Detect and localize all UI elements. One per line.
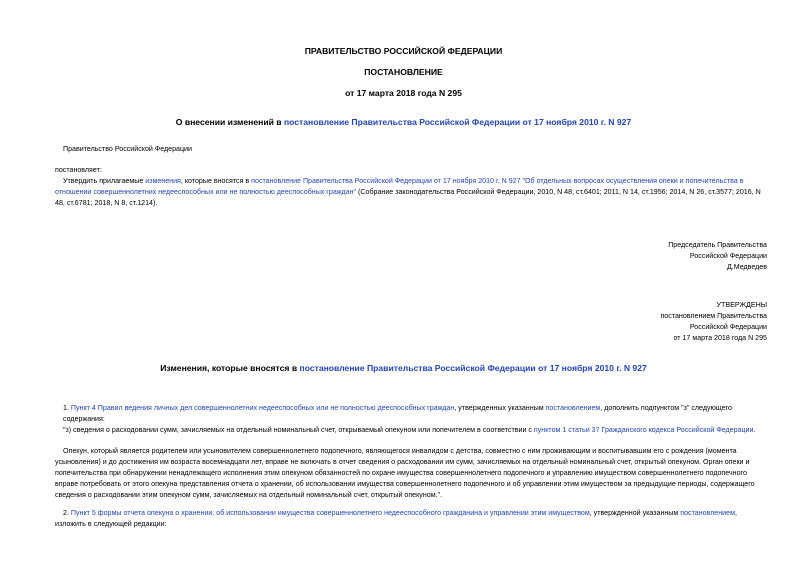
resolution-927-full-link[interactable]: постановление Правительства Российской Федерации от 17 ноября 2010 г. N 927 "Об отдельных вопросах осуществления опеки и попечительства в отношении совершеннолетних недееспособных или не полностью дееспособных граждан" <box>55 177 744 196</box>
document-title <box>0 117 807 127</box>
item-2-resolution-link[interactable]: постановлением <box>680 509 735 517</box>
signature-block <box>668 240 767 273</box>
signature-country: Российской Федерации <box>689 252 767 260</box>
changes-heading <box>0 363 807 373</box>
main-paragraph-text-2: , которые вносятся в <box>180 177 252 185</box>
item-2 <box>55 508 767 530</box>
main-paragraph-text-1: Утвердить прилагаемые <box>63 177 146 185</box>
civil-code-link[interactable]: пунктом 1 статьи 37 Гражданского кодекса Российской Федерации <box>533 426 754 434</box>
quote-2: Опекун, который является родителем или усыновителем совершеннолетнего подопечного, являющегося инвалидом с детства, совместно с ним проживающим и воспитывавшим его с рождения (момента усыновления) и до достижения им возраста восемнадцати лет, вправе не включать в отчет сведения о расходовании им сумм, зачисляемых на отдельный номинальный счет, открытый опекуном. Орган опеки и попечительства при обнаружении ненадлежащего исполнения этим опекуном обязанностей по охране имущества совершеннолетнего подопечного и управлению имуществом совершеннолетнего подопечного вправе потребовать от этого опекуна представления отчета о хранении, об использовании имущества совершеннолетнего подопечного и об управлении этим имуществом за предыдущие периоды, содержащего сведения о расходовании этим опекуном сумм, зачисляемых на отдельный номинальный счет, открытый опекуном.". <box>55 447 755 499</box>
item-1-text-1: , утвержденных указанным <box>454 404 546 412</box>
changes-heading-link[interactable]: постановление Правительства Российской Федерации от 17 ноября 2010 г. N 927 <box>299 363 647 373</box>
item-1-text-2: , дополнить подпунктом "з" следующего содержания: <box>63 404 732 423</box>
quote-1-text: "з) сведения о расходовании сумм, зачисляемых на отдельный номинальный счет, открываемый опекуном или попечителем в соответствии с <box>63 426 534 434</box>
preamble-government: Правительство Российской Федерации <box>63 145 192 153</box>
government-heading: ПРАВИТЕЛЬСТВО РОССИЙСКОЙ ФЕДЕРАЦИИ <box>304 46 503 56</box>
approval-line-2: постановлением Правительства <box>660 312 767 320</box>
quote-1 <box>55 425 767 436</box>
quote-1-end: . <box>753 426 756 434</box>
main-paragraph <box>55 176 767 209</box>
changes-heading-prefix: Изменения, которые вносятся в <box>160 363 300 373</box>
resolution-927-link[interactable]: постановление Правительства Российской Федерации от 17 ноября 2010 г. N 927 <box>283 117 632 127</box>
item-1-rules-link[interactable]: Пункт 4 Правил ведения личных дел совершеннолетних недееспособных или не полностью дееспособных граждан <box>70 404 455 412</box>
approval-line-4: от 17 марта 2018 года N 295 <box>673 334 767 342</box>
preamble-decrees: постановляет: <box>55 166 102 174</box>
main-paragraph-text-3: (Собрание законодательства Российской Федерации, 2010, N 48, ст.6401; 2011, N 14, ст.1956; 2014, N 26, ст.3577; 2016, N 48, ст.6781; 2018, N 8, ст.1214). <box>55 188 761 207</box>
changes-link[interactable]: изменения <box>145 177 181 185</box>
document-title-prefix: О внесении изменений в <box>175 117 284 127</box>
signature-name: Д.Медведев <box>726 263 767 271</box>
item-2-text-2: , изложить в следующей редакции: <box>55 509 737 528</box>
item-1-resolution-link[interactable]: постановлением <box>545 404 601 412</box>
item-2-number: 2. <box>63 509 71 517</box>
approval-title: УТВЕРЖДЕНЫ <box>716 301 767 309</box>
approval-block <box>660 300 767 344</box>
item-2-text-1: , утвержденной указанным <box>589 509 681 517</box>
document-date-number: от 17 марта 2018 года N 295 <box>345 88 462 98</box>
document-type-heading: ПОСТАНОВЛЕНИЕ <box>364 67 443 77</box>
item-2-form-link[interactable]: Пункт 5 формы отчета опекуна о хранении, об использовании имущества совершеннолетнего недееспособного гражданина и управлении этим имуществом <box>70 509 590 517</box>
item-1 <box>63 403 775 425</box>
approval-line-3: Российской Федерации <box>689 323 767 331</box>
item-1-number: 1. <box>63 404 71 412</box>
signature-position: Председатель Правительства <box>668 241 767 249</box>
